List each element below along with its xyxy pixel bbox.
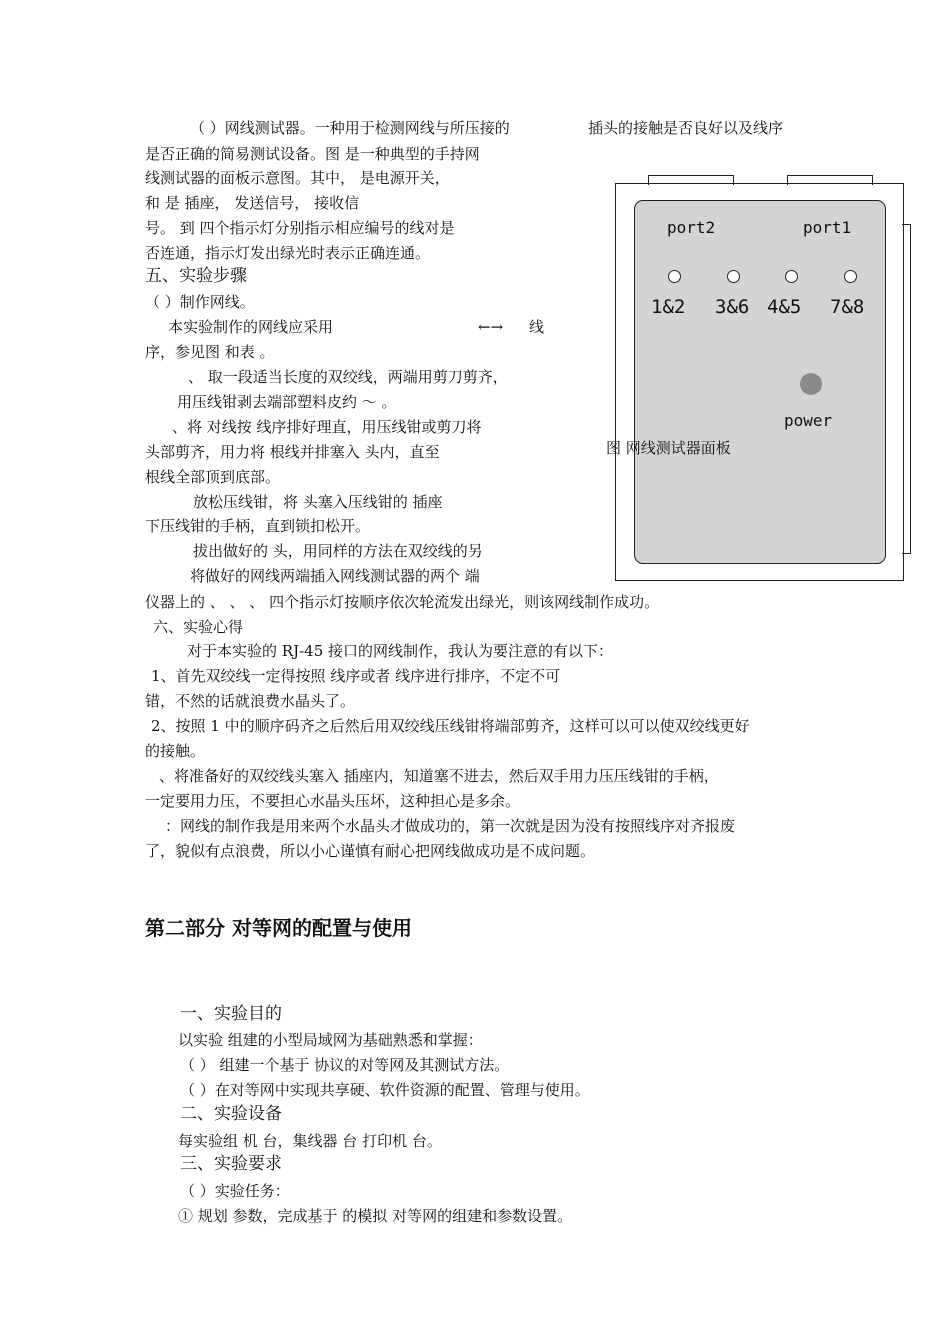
- tester-right-edge: [902, 224, 911, 554]
- port1-label: port1: [803, 218, 852, 237]
- part2-task: （ ）实验任务：: [180, 1182, 290, 1200]
- part2-purpose-2: （ ）在对等网中实现共享硬、软件资源的配置、管理与使用。: [180, 1081, 590, 1099]
- steps-p3a: 、将 对线按 线序排好理直，用压线钳或剪刀将: [172, 418, 482, 436]
- led-label-7-8: 7&8: [830, 296, 865, 318]
- experience-heading: 六、实验心得: [153, 618, 244, 636]
- steps-p3c: 根线全部顶到底部。: [145, 468, 281, 486]
- experience-item3a: 、将准备好的双绞线头塞入 插座内，知道塞不进去，然后双手用力压压线钳的手柄，: [159, 767, 719, 785]
- steps-p2a: 、 取一段适当长度的双绞线，两端用剪刀剪齐，: [188, 368, 508, 386]
- experience-item2b: 的接触。: [145, 742, 206, 760]
- experience-item3b: 一定要用力压，不要担心水晶头压坏，这种担心是多余。: [145, 792, 521, 810]
- steps-sub1: （ ）制作网线。: [145, 293, 255, 311]
- tester-panel: [634, 200, 886, 564]
- led-label-4-5: 4&5: [767, 296, 802, 318]
- led-7-8: [844, 270, 857, 283]
- steps-heading: 五、实验步骤: [145, 266, 247, 286]
- steps-p5c: 仪器上的 、 、 、 四个指示灯按顺序依次轮流发出绿光，则该网线制作成功。: [145, 593, 660, 611]
- steps-p4a: 放松压线钳，将 头塞入压线钳的 插座: [193, 493, 443, 511]
- experience-item1a: 1、首先双绞线一定得按照 线序或者 线序进行排序，不定不可: [151, 667, 561, 685]
- experience-item2a: 2、按照 1 中的顺序码齐之后然后用双绞线压线钳将端部剪齐，这样可以可以使双绞线更好: [151, 717, 750, 735]
- steps-p1b: 线: [529, 318, 545, 336]
- tester-line-1: （ ）网线测试器。一种用于检测网线与所压接的: [190, 119, 510, 137]
- tester-line-2: 是否正确的简易测试设备。图 是一种典型的手持网: [145, 145, 480, 163]
- steps-p3b: 头部剪齐，用力将 根线并排塞入 头内，直至: [145, 443, 440, 461]
- experience-item4b: 了，貌似有点浪费，所以小心谨慎有耐心把网线做成功是不成问题。: [145, 842, 596, 860]
- tester-line-5: 号。 到 四个指示灯分别指示相应编号的线对是: [145, 219, 455, 237]
- part2-equipment-heading: 二、实验设备: [180, 1104, 282, 1124]
- experience-item4a: ：网线的制作我是用来两个水晶头才做成功的，第一次就是因为没有按照线序对齐报废: [165, 817, 736, 835]
- part2-purpose-1: （ ） 组建一个基于 协议的对等网及其测试方法。: [180, 1056, 510, 1074]
- port1-connector: [787, 175, 873, 185]
- part2-task-1: ① 规划 参数，完成基于 的模拟 对等网的组建和参数设置。: [178, 1207, 573, 1225]
- steps-p2b: 用压线钳剥去端部塑料皮约 ～ 。: [177, 393, 397, 411]
- power-switch: [800, 373, 822, 395]
- experience-item1b: 错，不然的话就浪费水晶头了。: [145, 692, 356, 710]
- experience-intro: 对于本实验的 RJ-45 接口的网线制作，我认为要注意的有以下：: [187, 642, 614, 660]
- led-4-5: [785, 270, 798, 283]
- steps-p5b: 将做好的网线两端插入网线测试器的两个 端: [190, 567, 480, 585]
- steps-p1-arrow: ←→: [478, 318, 504, 336]
- led-3-6: [727, 270, 740, 283]
- part2-equipment: 每实验组 机 台，集线器 台 打印机 台。: [178, 1132, 442, 1150]
- part2-requirements-heading: 三、实验要求: [180, 1154, 282, 1174]
- tester-line-4: 和 是 插座， 发送信号， 接收信: [145, 194, 360, 212]
- port2-label: port2: [667, 218, 716, 237]
- led-label-1-2: 1&2: [651, 296, 686, 318]
- part2-purpose-heading: 一、实验目的: [180, 1004, 282, 1024]
- figure-caption: 图 网线测试器面板: [606, 439, 731, 457]
- part2-title: 第二部分 对等网的配置与使用: [145, 916, 412, 940]
- part2-purpose-intro: 以实验 组建的小型局域网为基础熟悉和掌握：: [178, 1031, 483, 1049]
- tester-line-6: 否连通，指示灯发出绿光时表示正确连通。: [145, 244, 431, 262]
- tester-line-3: 线测试器的面板示意图。其中， 是电源开关，: [145, 169, 450, 187]
- port2-connector: [648, 175, 734, 185]
- led-1-2: [668, 270, 681, 283]
- steps-p1c: 序，参见图 和表 。: [145, 343, 275, 361]
- steps-p4b: 下压线钳的手柄，直到锁扣松开。: [145, 517, 371, 535]
- steps-p5a: 拔出做好的 头，用同样的方法在双绞线的另: [193, 542, 483, 560]
- tester-line-1-tail: 插头的接触是否良好以及线序: [588, 119, 784, 137]
- steps-p1a: 本实验制作的网线应采用: [168, 318, 334, 336]
- led-label-3-6: 3&6: [715, 296, 750, 318]
- power-label: power: [784, 411, 833, 430]
